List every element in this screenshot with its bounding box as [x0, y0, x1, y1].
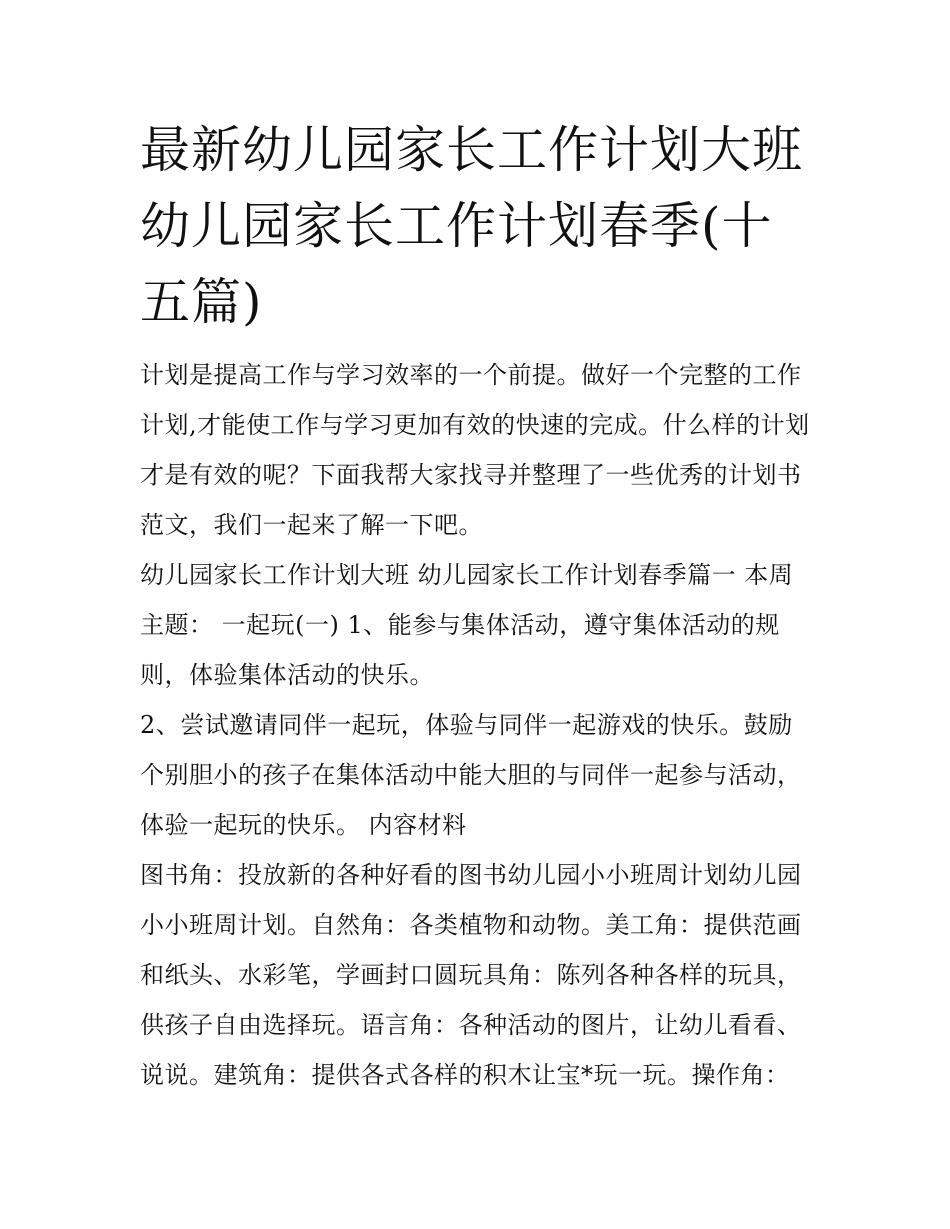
paragraph-goal-two: 2、尝试邀请同伴一起玩，体验与同伴一起游戏的快乐。鼓励个别胆小的孩子在集体活动中能大胆的与同伴一起参与活动，体验一起玩的快乐。 内容材料: [140, 711, 802, 839]
document-title: 最新幼儿园家长工作计划大班幼儿园家长工作计划春季(十五篇): [140, 121, 803, 331]
paragraph-plan-topic: 幼儿园家长工作计划大班 幼儿园家长工作计划春季篇一 本周主题： 一起玩(一) 1、能参与集体活动，遵守集体活动的规则，体验集体活动的快乐。: [140, 561, 794, 689]
document-body: [140, 112, 815, 1100]
paragraph-activity-corners: 图书角：投放新的各种好看的图书幼儿园小小班周计划幼儿园小小班周计划。自然角：各类植物和动物。美工角：提供范画和纸头、水彩笔，学画封口圆玩具角：陈列各种各样的玩具，供孩子自由选择玩。语言角：各种活动的图片，让幼儿看看、说说。建筑角：提供各式各样的积木让宝*玩一玩。操作角：: [140, 861, 802, 1089]
paragraph-intro: 计划是提高工作与学习效率的一个前提。做好一个完整的工作计划,才能使工作与学习更加有效的快速的完成。什么样的计划才是有效的呢？下面我帮大家找寻并整理了一些优秀的计划书范文，我们一起来了解一下吧。: [140, 361, 810, 539]
